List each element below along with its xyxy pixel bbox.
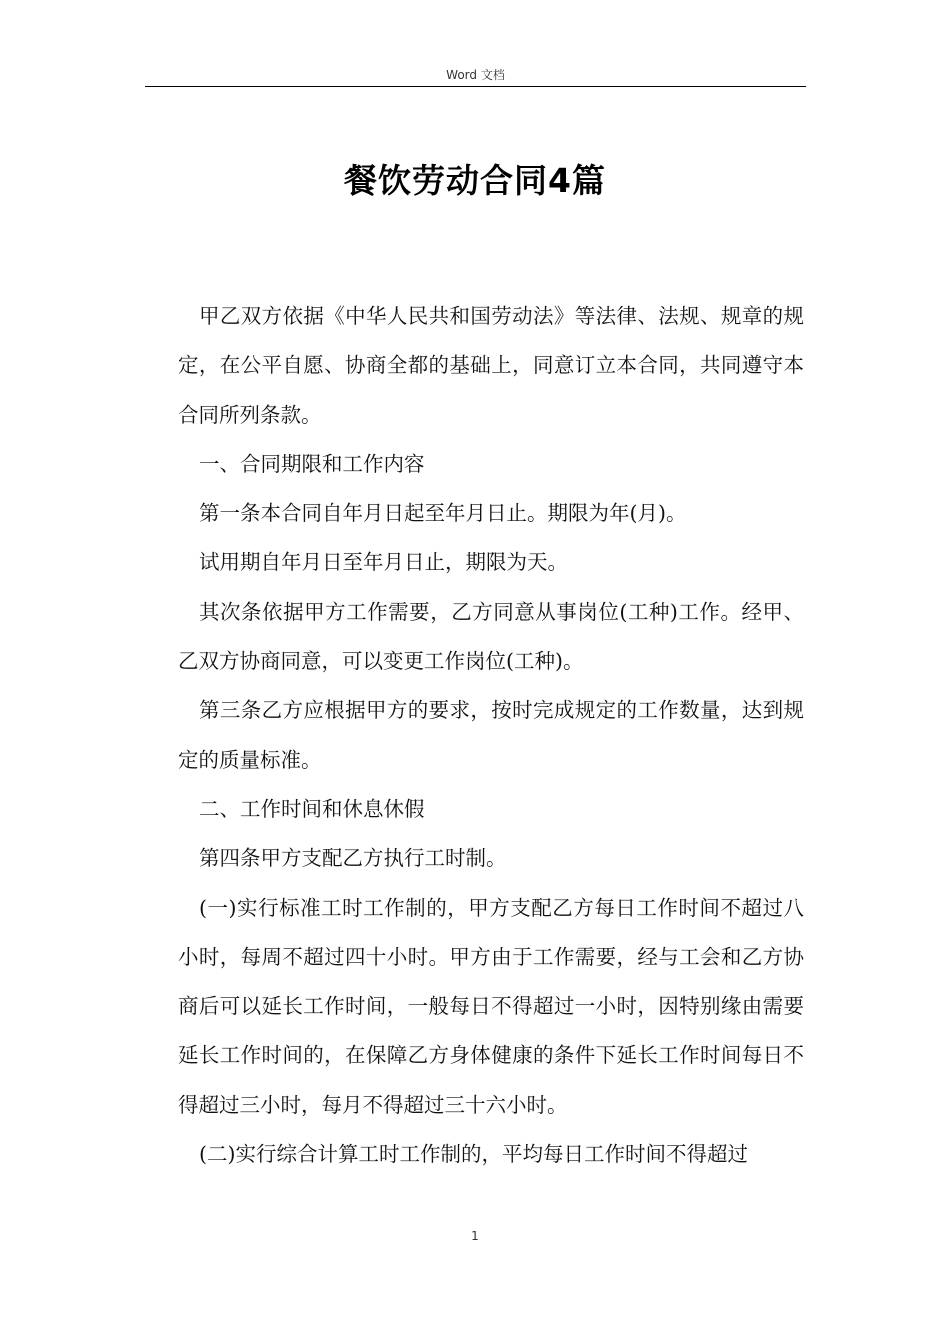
paragraph: (二)实行综合计算工时工作制的，平均每日工作时间不得超过	[199, 1142, 748, 1167]
section-heading: 一、合同期限和工作内容	[199, 451, 425, 476]
paragraph: 其次条依据甲方工作需要，乙方同意从事岗位(工种)工作。经甲、乙双方协商同意，可以变更工作岗位(工种)。	[178, 599, 804, 674]
paragraph: 甲乙双方依据《中华人民共和国劳动法》等法律、法规、规章的规定，在公平自愿、协商全都的基础上，同意订立本合同，共同遵守本合同所列条款。	[178, 304, 804, 427]
paragraph: 试用期自年月日至年月日止，期限为天。	[199, 550, 568, 575]
document-title: 餐饮劳动合同4篇	[344, 161, 606, 200]
paragraph: 第四条甲方支配乙方执行工时制。	[199, 846, 507, 871]
page-number: 1	[471, 1229, 479, 1243]
paragraph: 第三条乙方应根据甲方的要求，按时完成规定的工作数量，达到规定的质量标准。	[178, 698, 804, 772]
document-body	[178, 292, 804, 1179]
paragraph: (一)实行标准工时工作制的，甲方支配乙方每日工作时间不超过八小时，每周不超过四十小时。甲方由于工作需要，经与工会和乙方协商后可以延长工作时间，一般每日不得超过一小时，因特别缘由需要延长工作时间的，在保障乙方身体健康的条件下延长工作时间每日不得超过三小时，每月不得超过三十六小时。	[178, 895, 804, 1117]
paragraph: 第一条本合同自年月日起至年月日止。期限为年(月)。	[199, 501, 687, 526]
header-divider	[145, 86, 806, 87]
page-header: Word 文档	[446, 68, 505, 82]
section-heading: 二、工作时间和休息休假	[199, 796, 425, 821]
